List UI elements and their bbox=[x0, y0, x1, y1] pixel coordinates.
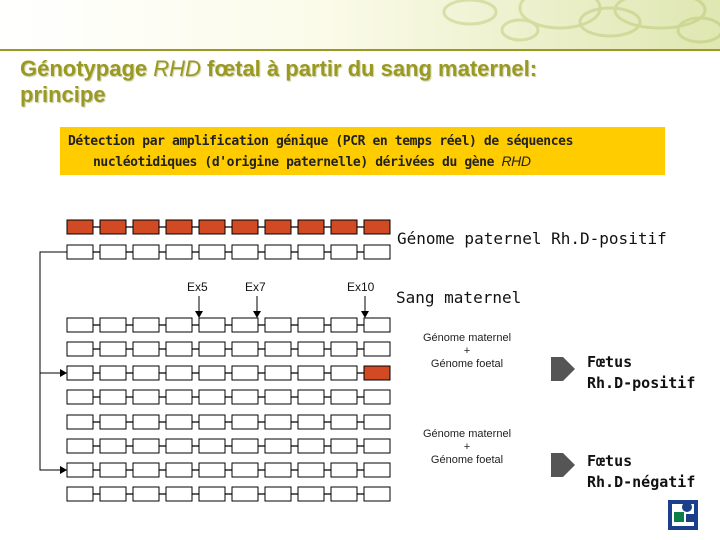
maternal-chromosome bbox=[67, 487, 390, 501]
exon-box bbox=[364, 318, 390, 332]
exon-box bbox=[232, 487, 258, 501]
exon-box bbox=[100, 318, 126, 332]
exon-box bbox=[364, 487, 390, 501]
exon-box-red bbox=[166, 220, 192, 234]
maternal-blood-label: Sang maternel bbox=[396, 288, 522, 307]
exon-box bbox=[331, 318, 357, 332]
exon-box bbox=[232, 415, 258, 429]
exon-box bbox=[199, 463, 225, 477]
exon-box bbox=[265, 415, 291, 429]
exon-box bbox=[166, 245, 192, 259]
maternal-chromosome bbox=[67, 439, 390, 453]
exon-box bbox=[331, 487, 357, 501]
exon-box bbox=[232, 342, 258, 356]
exon-box bbox=[364, 415, 390, 429]
exon-box bbox=[166, 342, 192, 356]
exon-box bbox=[166, 366, 192, 380]
exon-box bbox=[364, 390, 390, 404]
exon-box bbox=[67, 366, 93, 380]
exon-box bbox=[232, 463, 258, 477]
exon-box bbox=[100, 463, 126, 477]
arrowhead-icon bbox=[60, 369, 67, 377]
exon-box bbox=[166, 439, 192, 453]
detection-line-2: nucléotidiques (d'origine paternelle) dérivées du gène RHD bbox=[93, 153, 531, 170]
exon-box bbox=[331, 463, 357, 477]
slide-title: Génotypage RHD fœtal à partir du sang maternel: principe bbox=[20, 56, 538, 107]
exon-box bbox=[199, 415, 225, 429]
arrowhead-icon bbox=[60, 466, 67, 474]
exon-box bbox=[265, 342, 291, 356]
exon-box bbox=[100, 245, 126, 259]
exon-box bbox=[199, 342, 225, 356]
arrowhead-icon bbox=[361, 311, 369, 318]
exon-box-red bbox=[364, 366, 390, 380]
maternal-chromosome bbox=[67, 390, 390, 404]
exon-box bbox=[265, 318, 291, 332]
exon-box bbox=[67, 439, 93, 453]
exon-box bbox=[166, 415, 192, 429]
exon-box bbox=[331, 390, 357, 404]
exon-box bbox=[298, 415, 324, 429]
exon-box bbox=[133, 245, 159, 259]
exon-box bbox=[298, 487, 324, 501]
exon-box bbox=[199, 318, 225, 332]
exon-box bbox=[199, 366, 225, 380]
exon-box-red bbox=[265, 220, 291, 234]
exon-box bbox=[67, 342, 93, 356]
result-arrow-icon bbox=[551, 357, 575, 381]
mix-label-negative: Génome maternel + Génome foetal bbox=[422, 428, 512, 466]
exon-box bbox=[232, 390, 258, 404]
exon-box bbox=[133, 318, 159, 332]
exon-box-red bbox=[331, 220, 357, 234]
exon-box bbox=[100, 366, 126, 380]
inheritance-connector bbox=[40, 252, 67, 373]
fetus-positive-label: Fœtus Rh.D-positif bbox=[587, 353, 696, 392]
exon-box-red bbox=[232, 220, 258, 234]
exon-box bbox=[232, 245, 258, 259]
exon-box bbox=[265, 390, 291, 404]
exon-box bbox=[133, 342, 159, 356]
exon-box bbox=[133, 390, 159, 404]
exon-box-red bbox=[298, 220, 324, 234]
exon-box bbox=[298, 366, 324, 380]
fetal-chromosome-rhd bbox=[67, 366, 390, 380]
exon-box bbox=[298, 390, 324, 404]
exon-box bbox=[133, 487, 159, 501]
exon-box bbox=[298, 245, 324, 259]
exon-box bbox=[364, 245, 390, 259]
paternal-genome-label: Génome paternel Rh.D-positif bbox=[397, 229, 667, 248]
exon-box bbox=[265, 245, 291, 259]
exon-box bbox=[364, 463, 390, 477]
exon-box bbox=[133, 463, 159, 477]
exon-box bbox=[199, 487, 225, 501]
exon-box bbox=[67, 390, 93, 404]
exon-box bbox=[364, 439, 390, 453]
fetal-chromosome bbox=[67, 463, 390, 477]
exon-box bbox=[265, 439, 291, 453]
exon-box bbox=[67, 245, 93, 259]
exon-box-red bbox=[100, 220, 126, 234]
exon-box bbox=[166, 390, 192, 404]
exon-box bbox=[199, 439, 225, 453]
exon-box bbox=[298, 463, 324, 477]
exon-box bbox=[265, 487, 291, 501]
maternal-chromosome bbox=[67, 318, 390, 332]
exon-box bbox=[100, 390, 126, 404]
exon-box bbox=[100, 342, 126, 356]
exon-box bbox=[100, 487, 126, 501]
arrowhead-icon bbox=[253, 311, 261, 318]
exon-box bbox=[67, 463, 93, 477]
exon-box bbox=[199, 390, 225, 404]
exon-box bbox=[199, 245, 225, 259]
exon-box bbox=[232, 318, 258, 332]
exon-5-label: Ex5 bbox=[187, 280, 208, 294]
mix-label-positive: Génome maternel + Génome foetal bbox=[422, 332, 512, 370]
exon-box bbox=[331, 415, 357, 429]
exon-7-label: Ex7 bbox=[245, 280, 266, 294]
maternal-chromosome bbox=[67, 415, 390, 429]
detection-line-1: Détection par amplification génique (PCR en temps réel) de séquences bbox=[68, 134, 574, 149]
exon-box bbox=[100, 439, 126, 453]
exon-box-red bbox=[133, 220, 159, 234]
paternal-chromosome bbox=[67, 245, 390, 259]
fetus-negative-label: Fœtus Rh.D-négatif bbox=[587, 452, 696, 491]
exon-box bbox=[265, 366, 291, 380]
inheritance-connector bbox=[40, 373, 67, 470]
exon-box bbox=[298, 342, 324, 356]
exon-box bbox=[331, 366, 357, 380]
exon-box bbox=[133, 415, 159, 429]
exon-box-red bbox=[67, 220, 93, 234]
exon-box bbox=[364, 342, 390, 356]
exon-box bbox=[100, 415, 126, 429]
exon-box-red bbox=[364, 220, 390, 234]
exon-box bbox=[133, 366, 159, 380]
exon-box bbox=[67, 415, 93, 429]
exon-box bbox=[298, 318, 324, 332]
maternal-chromosome bbox=[67, 342, 390, 356]
exon-box bbox=[166, 318, 192, 332]
exon-box bbox=[232, 439, 258, 453]
exon-box bbox=[331, 245, 357, 259]
exon-box bbox=[67, 487, 93, 501]
exon-box bbox=[331, 342, 357, 356]
exon-box-red bbox=[199, 220, 225, 234]
exon-box bbox=[166, 463, 192, 477]
exon-box bbox=[133, 439, 159, 453]
exon-box bbox=[67, 318, 93, 332]
arrowhead-icon bbox=[195, 311, 203, 318]
exon-box bbox=[298, 439, 324, 453]
exon-box bbox=[166, 487, 192, 501]
exon-box bbox=[265, 463, 291, 477]
exon-box bbox=[232, 366, 258, 380]
exon-box bbox=[331, 439, 357, 453]
exon-10-label: Ex10 bbox=[347, 280, 375, 294]
result-arrow-icon bbox=[551, 453, 575, 477]
paternal-chromosome-rhd bbox=[67, 220, 390, 234]
